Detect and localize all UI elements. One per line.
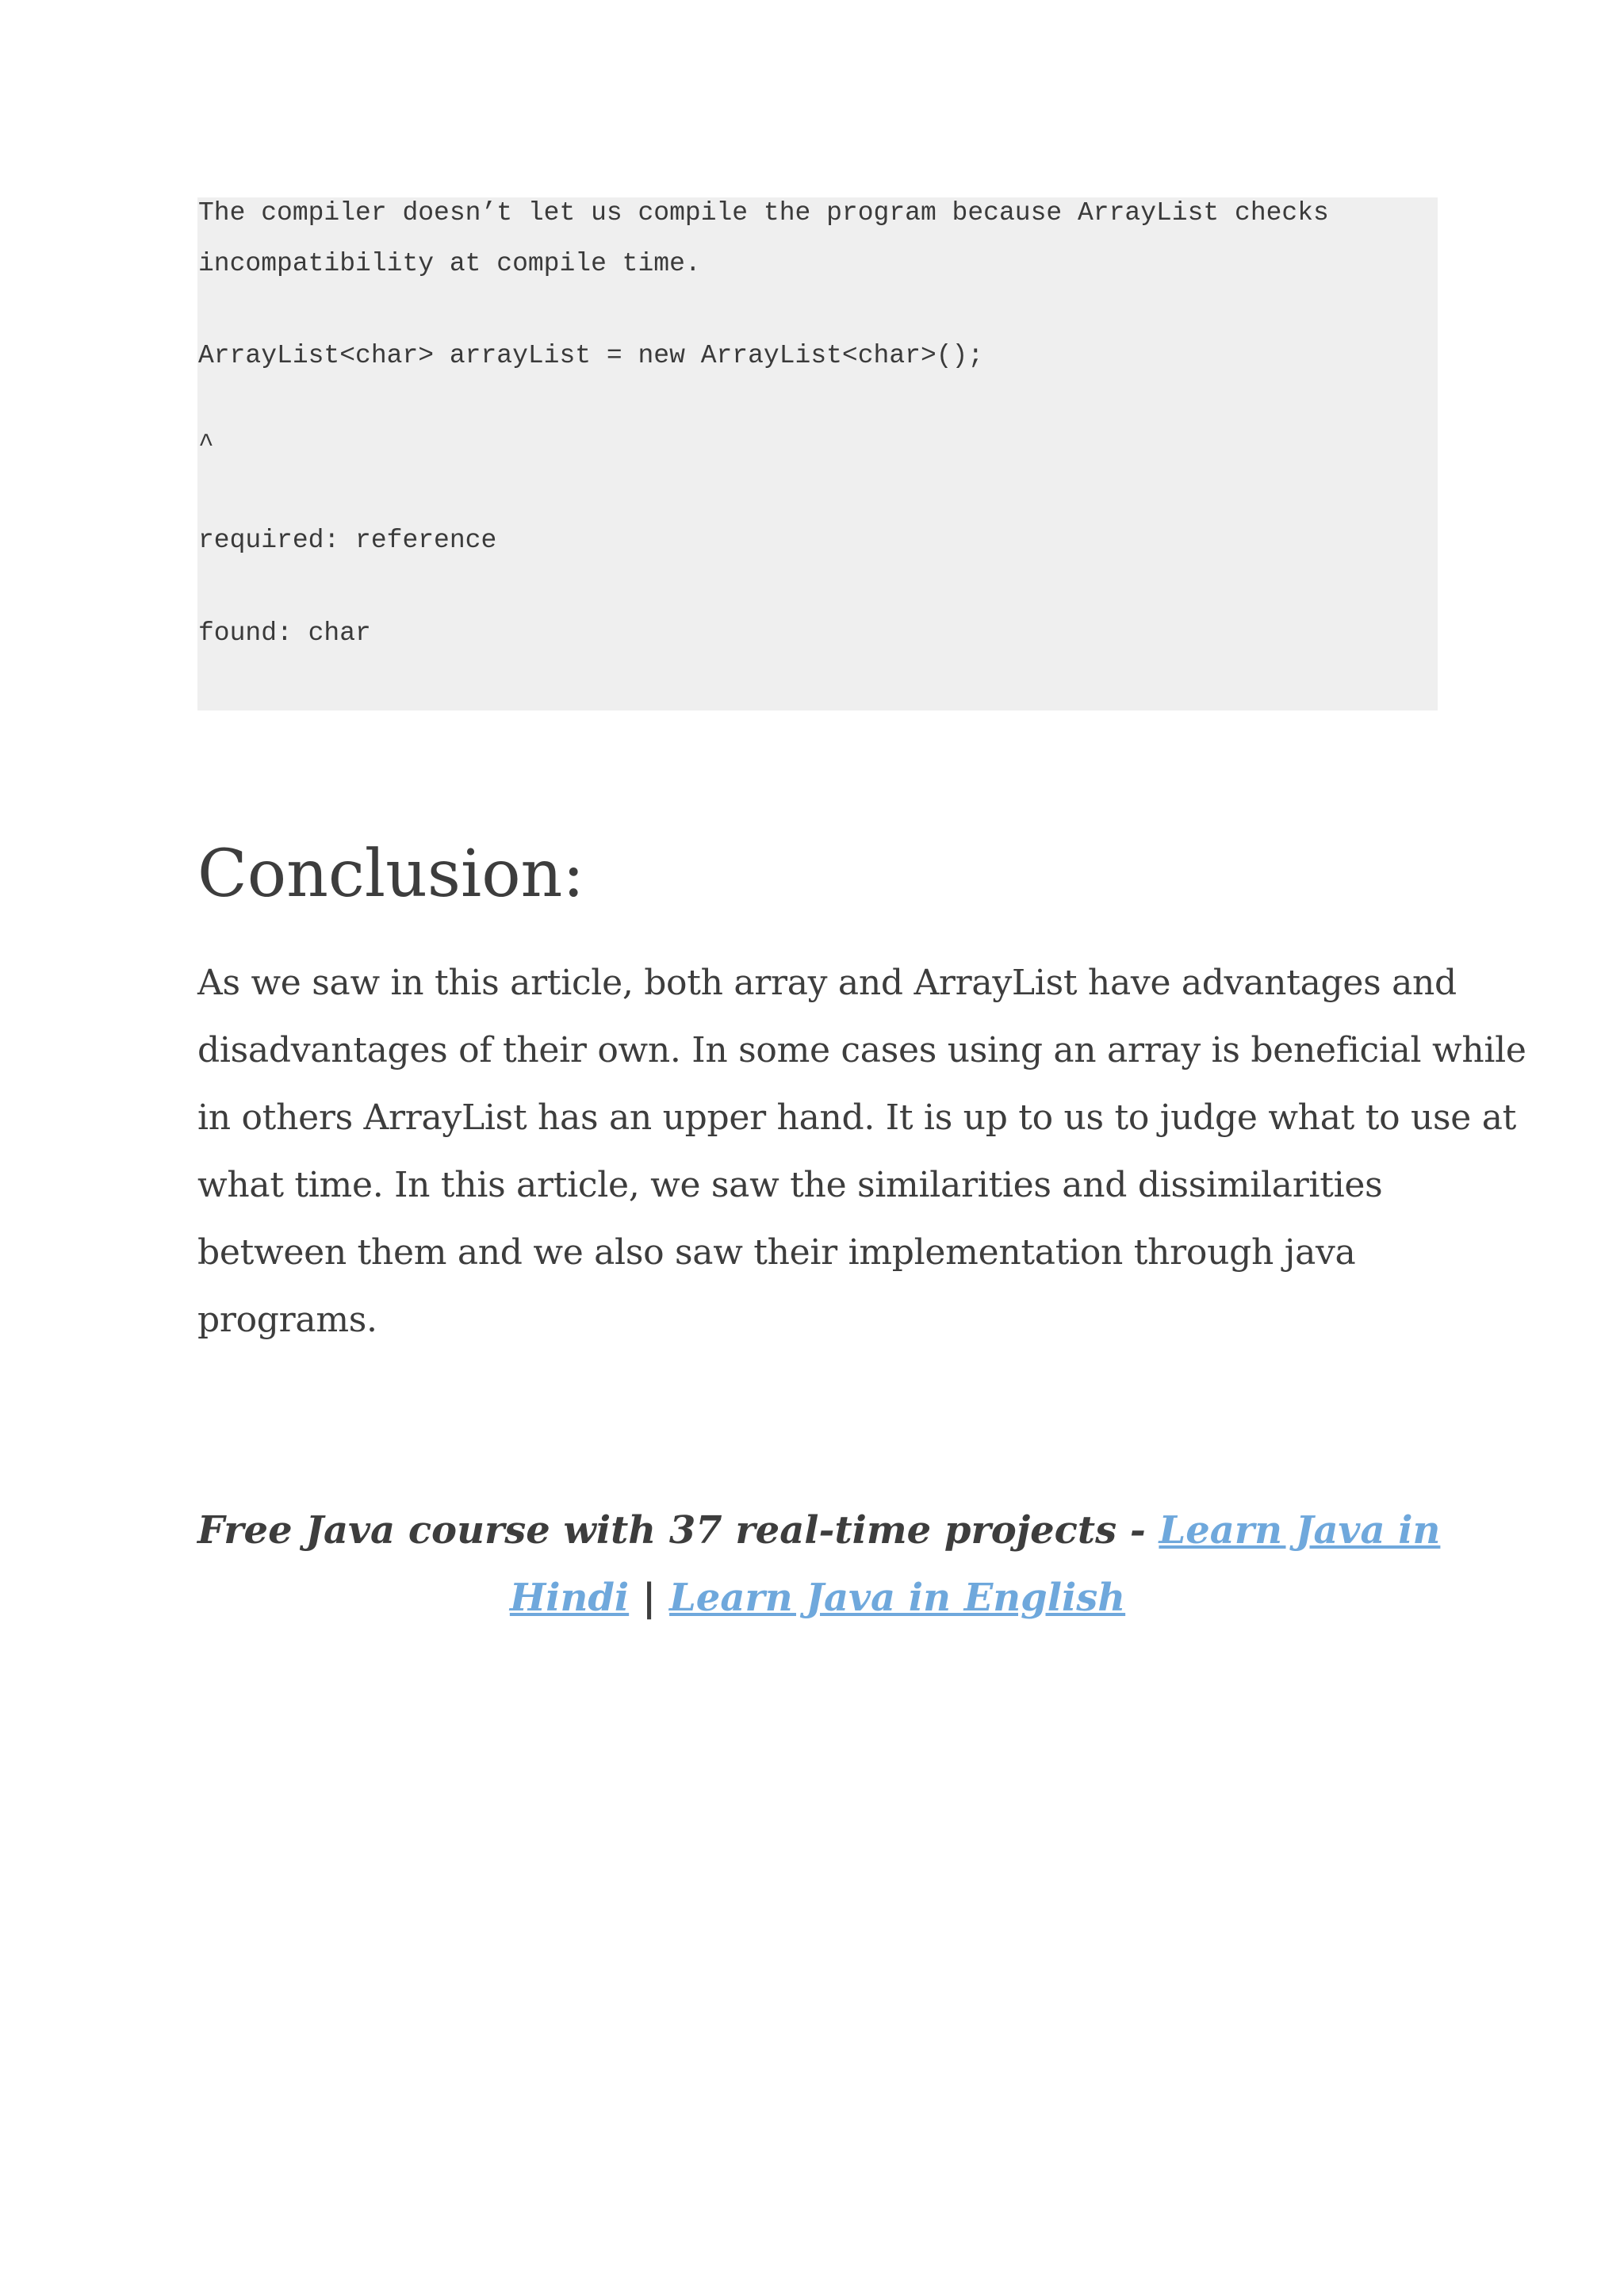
- code-line: required: reference: [198, 526, 497, 555]
- conclusion-paragraph: [197, 949, 1526, 1354]
- link-separator: |: [642, 1576, 657, 1620]
- learn-java-hindi-link-cont[interactable]: Hindi: [509, 1576, 630, 1620]
- paragraph-line: As we saw in this article, both array and ArrayList have advantages and: [197, 963, 1457, 1003]
- code-line: ^: [198, 430, 214, 459]
- learn-java-english-link[interactable]: Learn Java in English: [669, 1576, 1126, 1620]
- paragraph-line: in others ArrayList has an upper hand. It is up to us to judge what to use at: [197, 1097, 1517, 1138]
- paragraph-line: programs.: [197, 1300, 377, 1340]
- code-line: found: char: [198, 618, 371, 648]
- paragraph-line: disadvantages of their own. In some cases using an array is beneficial while: [197, 1030, 1526, 1070]
- conclusion-heading: Conclusion:: [197, 837, 584, 912]
- promo-text: Free Java course with 37 real-time projects -: [197, 1508, 1159, 1553]
- promo-line-2: [197, 1564, 1438, 1632]
- code-line: ArrayList<char> arrayList = new ArrayList<char>();: [198, 341, 984, 370]
- paragraph-line: what time. In this article, we saw the similarities and dissimilarities: [197, 1165, 1383, 1205]
- code-line: incompatibility at compile time.: [198, 249, 701, 278]
- paragraph-line: between them and we also saw their implementation through java: [197, 1232, 1356, 1273]
- code-block: [197, 197, 1438, 710]
- code-line: The compiler doesn’t let us compile the program because ArrayList checks: [198, 198, 1329, 228]
- promo-line-1: [197, 1497, 1441, 1564]
- learn-java-hindi-link[interactable]: Learn Java in: [1159, 1508, 1441, 1553]
- course-promo: [197, 1497, 1441, 1632]
